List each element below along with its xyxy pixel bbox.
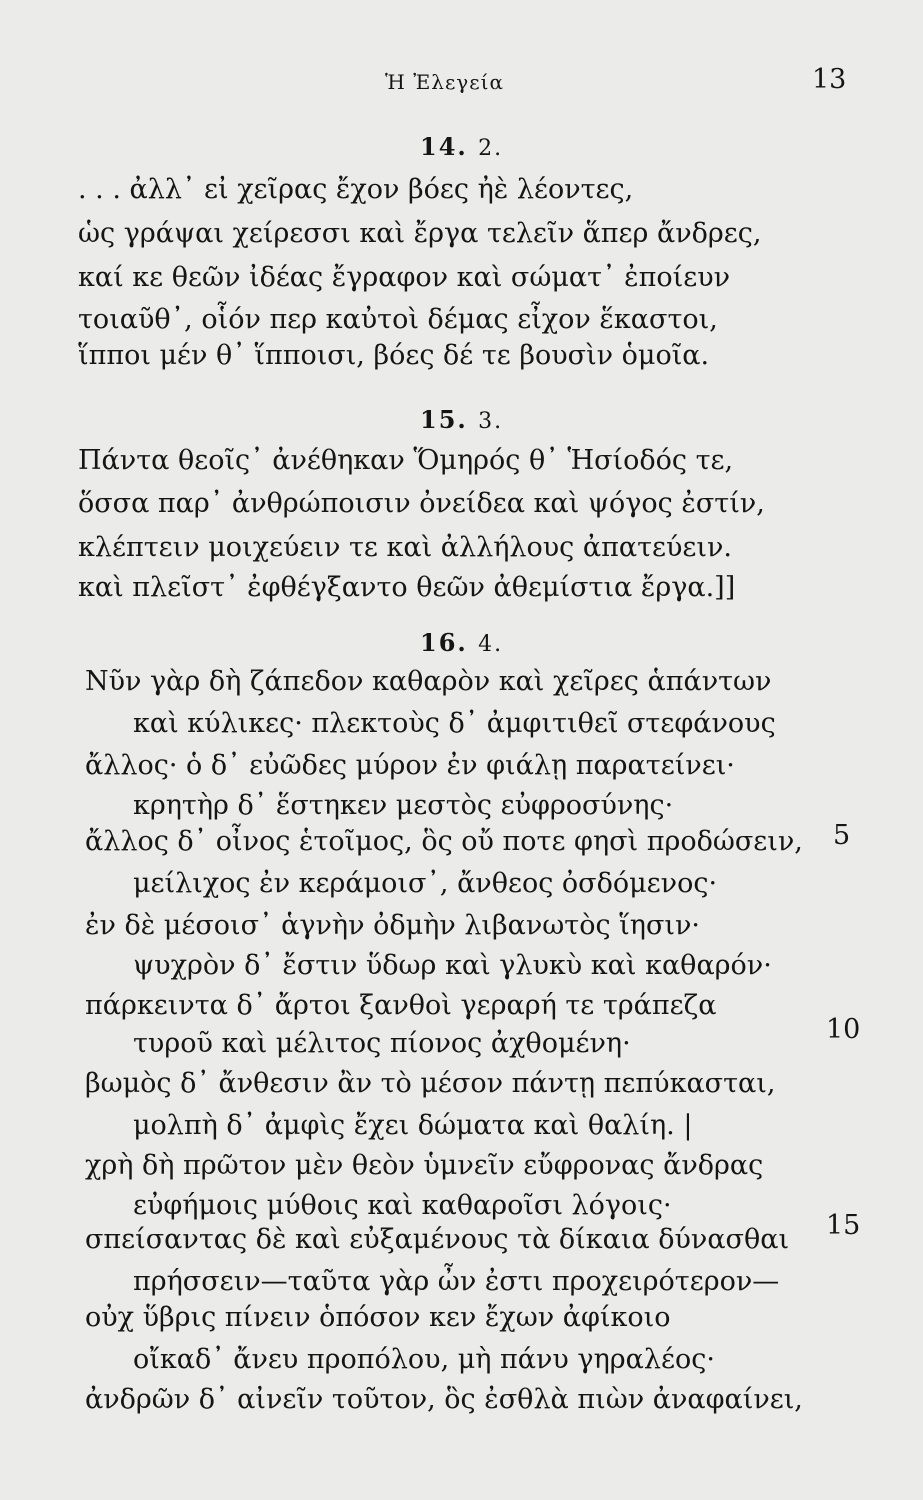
fragment-number: 4. (478, 632, 504, 657)
verse-line: πάρκειντα δ᾽ ἄρτοι ξανθοὶ γεραρή τε τράπεζα (85, 990, 717, 1021)
fragment-number: 3. (478, 409, 504, 434)
section-number: 14. (420, 132, 468, 161)
fragment-number: 2. (478, 136, 504, 161)
section-heading-14 (420, 132, 503, 161)
verse-line: οὐχ ὕβρις πίνειν ὁπόσον κεν ἔχων ἀφίκοιο (85, 1302, 671, 1333)
verse-line: μείλιχος ἐν κεράμοισ᾽, ἄνθεος ὀσδόμενος· (133, 868, 718, 899)
verse-line: Νῦν γὰρ δὴ ζάπεδον καθαρὸν καὶ χεῖρες ἁπάντων (85, 666, 772, 697)
page-number: 13 (812, 64, 847, 95)
verse-line: εὐφήμοις μύθοις καὶ καθαροῖσι λόγοις· (133, 1190, 672, 1221)
section-number: 16. (420, 628, 468, 657)
verse-line: ὡς γράψαι χείρεσσι καὶ ἔργα τελεῖν ἅπερ ἄνδρες, (78, 218, 762, 249)
verse-line: σπείσαντας δὲ καὶ εὐξαμένους τὰ δίκαια δύνασθαι (85, 1224, 790, 1255)
verse-line: ὅσσα παρ᾽ ἀνθρώποισιν ὀνείδεα καὶ ψόγος ἐστίν, (78, 488, 765, 519)
verse-line: . . . ἀλλ᾽ εἰ χεῖρας ἔχον βόες ἠὲ λέοντες, (78, 174, 634, 205)
verse-line: ἐν δὲ μέσοισ᾽ ἁγνὴν ὀδμὴν λιβανωτὸς ἵησιν· (85, 910, 700, 941)
running-header: Ἡ Ἐλεγεία (385, 70, 504, 94)
section-heading-15 (420, 405, 503, 434)
verse-line: χρὴ δὴ πρῶτον μὲν θεὸν ὑμνεῖν εὔφρονας ἄνδρας (85, 1150, 764, 1181)
line-number: 15 (826, 1210, 861, 1241)
verse-line: καί κε θεῶν ἰδέας ἔγραφον καὶ σώματ᾽ ἐποίευν (78, 262, 731, 293)
verse-line: ἄλλος δ᾽ οἶνος ἑτοῖμος, ὃς οὔ ποτε φησὶ προδώσειν, (85, 826, 803, 857)
verse-line: κλέπτειν μοιχεύειν τε καὶ ἀλλήλους ἀπατεύειν. (78, 532, 732, 563)
verse-line: κρητὴρ δ᾽ ἕστηκεν μεστὸς εὐφροσύνης· (133, 790, 674, 821)
line-number: 10 (826, 1014, 861, 1045)
section-heading-16 (420, 628, 503, 657)
verse-line: οἴκαδ᾽ ἄνευ προπόλου, μὴ πάνυ γηραλέος· (133, 1344, 715, 1375)
verse-line: καὶ κύλικες· πλεκτοὺς δ᾽ ἀμφιτιθεῖ στεφάνους (133, 708, 776, 739)
verse-line: βωμὸς δ᾽ ἄνθεσιν ἂν τὸ μέσον πάντῃ πεπύκασται, (85, 1068, 776, 1099)
section-number: 15. (420, 405, 468, 434)
verse-line: ψυχρὸν δ᾽ ἔστιν ὕδωρ καὶ γλυκὺ καὶ καθαρόν· (133, 950, 772, 981)
verse-line: τοιαῦθ᾽, οἷόν περ καὐτοὶ δέμας εἶχον ἕκαστοι, (78, 304, 718, 335)
verse-line: καὶ πλεῖστ᾽ ἐφθέγξαντο θεῶν ἀθεμίστια ἔργα.]] (78, 572, 736, 603)
verse-line: μολπὴ δ᾽ ἀμφὶς ἔχει δώματα καὶ θαλίη. | (133, 1110, 693, 1141)
line-number: 5 (833, 820, 851, 851)
verse-line: ἀνδρῶν δ᾽ αἰνεῖν τοῦτον, ὃς ἐσθλὰ πιὼν ἀναφαίνει, (85, 1384, 803, 1415)
verse-line: τυροῦ καὶ μέλιτος πίονος ἀχθομένη· (133, 1028, 631, 1059)
verse-line: ἵπποι μέν θ᾽ ἵπποισι, βόες δέ τε βουσὶν ὁμοῖα. (78, 340, 710, 371)
verse-line: ἄλλος· ὁ δ᾽ εὐῶδες μύρον ἐν φιάλῃ παρατείνει· (85, 750, 735, 781)
verse-line: Πάντα θεοῖς᾽ ἀνέθηκαν Ὅμηρός θ᾽ Ἡσίοδός τε, (78, 445, 734, 476)
verse-line: πρήσσειν—ταῦτα γὰρ ὦν ἐστι προχειρότερον— (133, 1266, 780, 1297)
